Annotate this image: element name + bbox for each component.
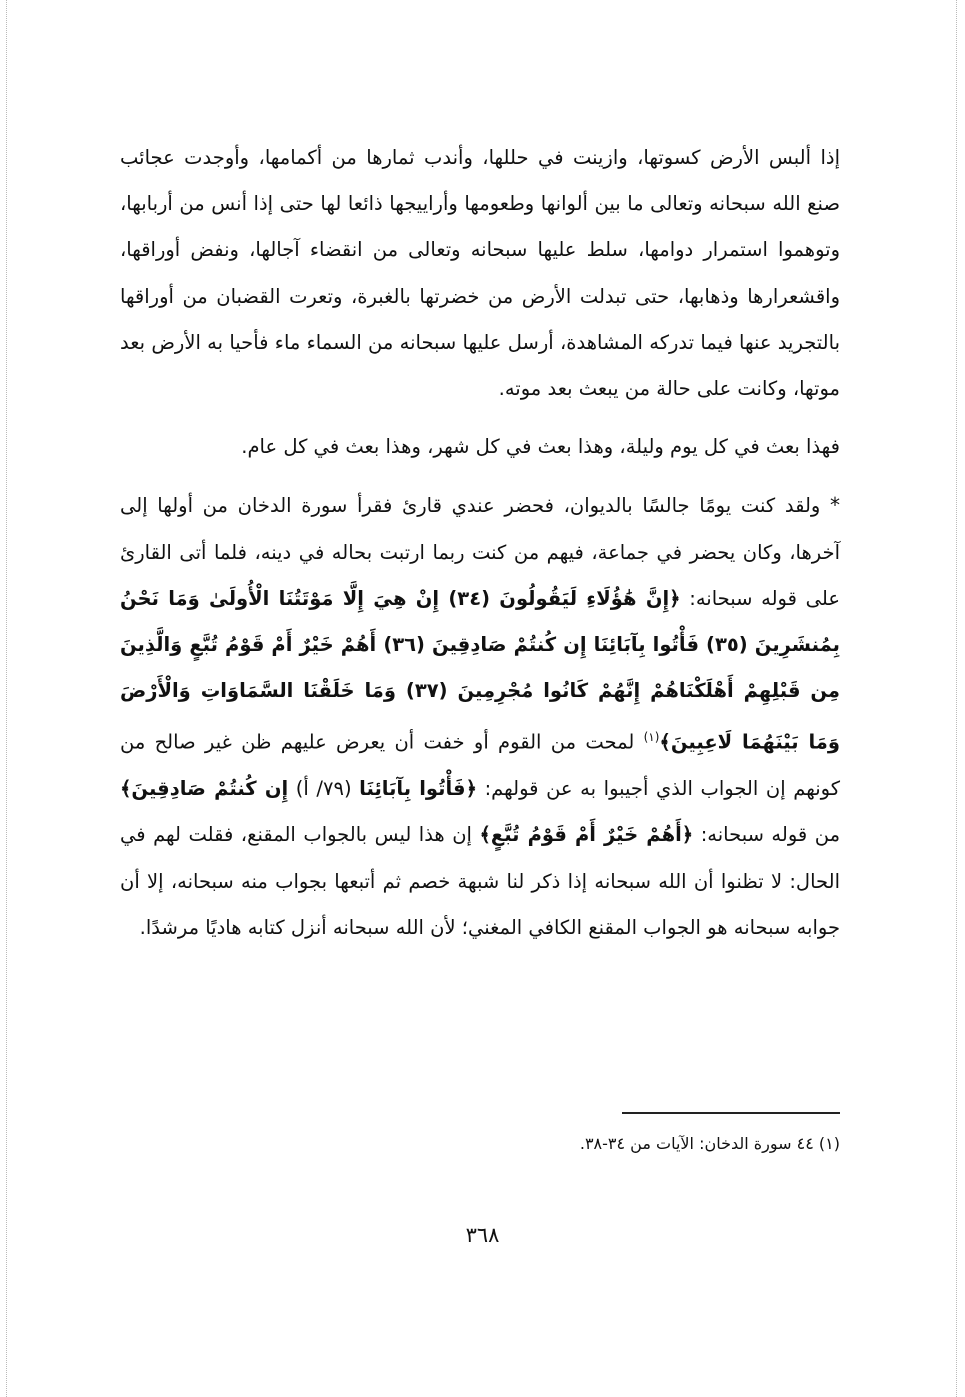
footnote-separator xyxy=(622,1112,840,1114)
footnote-reference: (١) xyxy=(643,730,660,745)
quran-quote-3: إِن كُنتُمْ صَادِقِينَ﴾ xyxy=(120,777,289,801)
paragraph-1: إذا ألبس الأرض كسوتها، وازينت في حللها، وأندب ثمارها من أكمامها، وأوجدت عجائب صنع الله سبحانه وتعالى ما بين ألوانها وطعومها وأراييجها ذائعا لها حتى إذا أنس من أربابها، وتوهموا استمرار دوامها، سلط عليها سبحانه وتعالى من انقضاء آجالها، ونفض أوراقها، واقشعرارها وذهابها، حتى تبدلت الأرض من خضرتها بالغبرة، وتعرت القضبان من أوراقها بالتجريد عنها فيما تدركه المشاهدة، أرسل عليها سبحانه من السماء ماء فأحيا به الأرض بعد موتها، وكانت على حالة من يبعث بعد موته. xyxy=(120,146,840,401)
scan-edge-left xyxy=(6,0,7,1397)
paragraph-3-middle-2: من قوله سبحانه: xyxy=(700,823,841,847)
paragraph-3-intro: ولقد كنت يومًا جالسًا بالديوان، فحضر عندي قارئ فقرأ سورة الدخان من أولها إلى آخرها، وكان يحضر في جماعة، فيهم من كنت ربما ارتبت بحاله في دينه، فلما أتى القارئ على قوله سبحانه: xyxy=(120,494,840,610)
folio-marker: (٧٩/ أ) xyxy=(295,777,352,801)
page-body xyxy=(120,135,840,963)
scan-edge-right xyxy=(956,0,957,1397)
paragraph-3-middle-1: لمحت من القوم أو خفت أن يعرض عليهم ظن غير صالح من كونهم إن الجواب الذي أجيبوا به عن قولهم: xyxy=(120,730,840,801)
quran-quote-1: ﴿إِنَّ هَٰؤُلَاءِ لَيَقُولُونَ (٣٤) إِنْ هِيَ إِلَّا مَوْتَتُنَا الْأُولَىٰ وَمَا نَحْنُ بِمُنشَرِينَ (٣٥) فَأْتُوا بِآبَائِنَا إِن كُنتُمْ صَادِقِينَ (٣٦) أَهُمْ خَيْرٌ أَمْ قَوْمُ تُبَّعٍ وَالَّذِينَ مِن قَبْلِهِمْ أَهْلَكْنَاهُمْ إِنَّهُمْ كَانُوا مُجْرِمِينَ (٣٧) وَمَا خَلَقْنَا السَّمَاوَاتِ وَالْأَرْضَ وَمَا بَيْنَهُمَا لَاعِبِينَ﴾ xyxy=(120,586,840,754)
paragraph-3 xyxy=(120,482,840,951)
asterisk-marker: * xyxy=(830,493,840,518)
paragraph-3-conclusion: إن هذا ليس بالجواب المقنع، فقلت لهم في الحال: لا تظنوا أن الله سبحانه إذا ذكر لنا شبهة خصم ثم أتبعها بجواب منه سبحانه، إلا أن جوابه سبحانه هو الجواب المقنع الكافي المغني؛ لأن الله سبحانه أنزل كتابه هاديًا مرشدًا. xyxy=(120,823,840,939)
quran-quote-2: ﴿فَأْتُوا بِآبَائِنَا xyxy=(359,777,477,801)
paragraph-2: فهذا بعث في كل يوم وليلة، وهذا بعث في كل شهر، وهذا بعث في كل عام. xyxy=(241,435,840,459)
page-number: ٣٦٨ xyxy=(465,1223,500,1247)
footnote: (١) ٤٤ سورة الدخان: الآيات من ٣٤-٣٨. xyxy=(579,1134,840,1153)
quran-quote-4: ﴿أَهُمْ خَيْرٌ أَمْ قَوْمُ تُبَّعٍ﴾ xyxy=(479,823,694,847)
